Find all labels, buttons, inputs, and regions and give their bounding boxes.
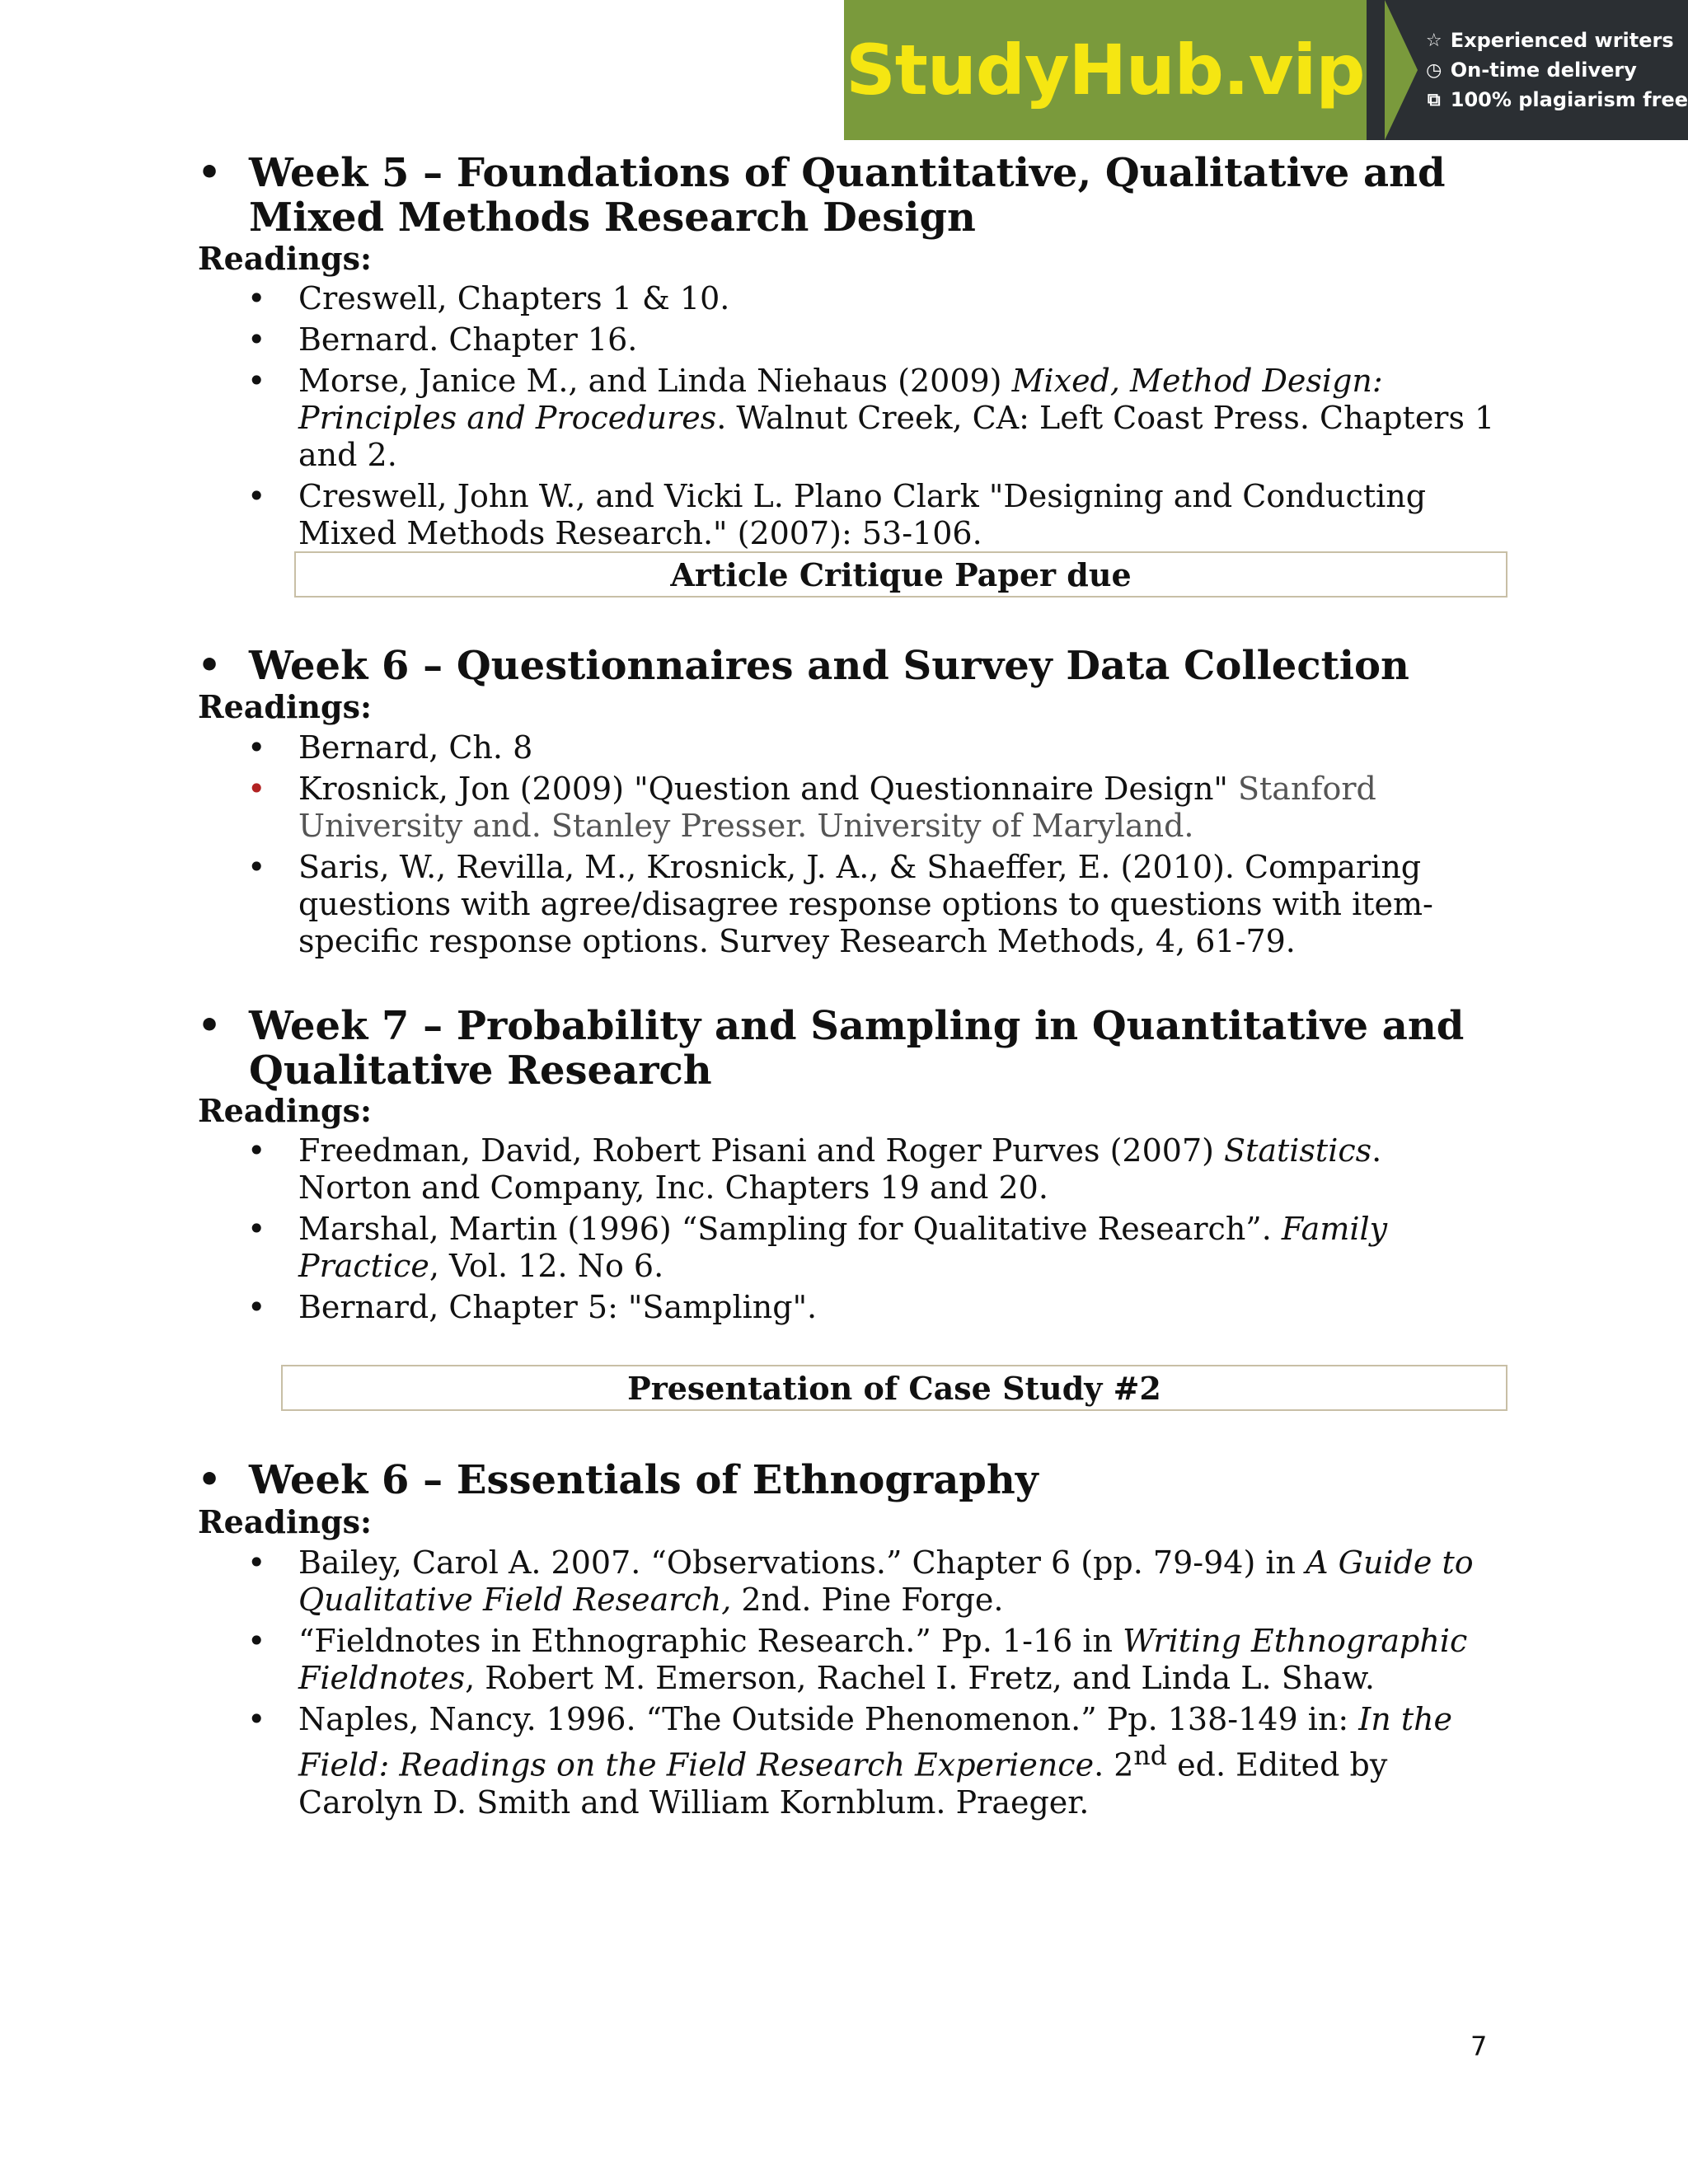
heading-bullet: • (198, 1459, 222, 1501)
reading-title-italic: Mixed, Method Design: Principles and Procedures (298, 363, 1383, 436)
notice-text: Article Critique Paper due (670, 555, 1132, 593)
week-heading (198, 1458, 1535, 1502)
reading-text: . Walnut Creek, CA: Left Coast Press. Chapters 1 and 2. (298, 400, 1495, 473)
list-bullet: • (247, 1623, 266, 1659)
readings-label: Readings: (198, 1092, 373, 1129)
reading-text: 2nd. Pine Forge. (731, 1582, 1004, 1618)
list-bullet: • (247, 478, 266, 514)
reading-affiliation: Stanford University and. Stanley Presser. University of Maryland. (298, 771, 1376, 844)
reading-title-italic: Writing Ethnographic Fieldnotes (298, 1623, 1468, 1696)
reading-text: Saris, W., Revilla, M., Krosnick, J. A., & Shaeffer, E. (2010). Comparing questions with agree/disagree response options to questions with item-specific response options. Survey Research Methods, 4, 61-79. (298, 849, 1433, 959)
reading-list (247, 1544, 1500, 1825)
copy-icon: ⧉ (1427, 89, 1441, 110)
feature-label: 100% plagiarism free (1450, 88, 1688, 111)
list-bullet: • (247, 280, 266, 316)
reading-text: Bernard, Ch. 8 (298, 729, 533, 766)
reading-text: . Norton and Company, Inc. Chapters 19 and 20. (298, 1132, 1382, 1206)
assignment-notice-box (281, 1365, 1507, 1411)
feature-label: Experienced writers (1450, 29, 1674, 52)
reading-text: , Robert M. Emerson, Rachel I. Fretz, and Linda L. Shaw. (465, 1660, 1375, 1696)
list-bullet: • (247, 363, 266, 399)
assignment-notice-box (294, 551, 1507, 598)
week-title: Week 5 – Foundations of Quantitative, Qualitative and Mixed Methods Research Design (249, 150, 1446, 241)
banner-arrow-shape (1385, 0, 1418, 140)
reading-text: Freedman, David, Robert Pisani and Roger Purves (2007) (298, 1132, 1225, 1169)
reading-item (247, 1132, 1500, 1207)
list-bullet: • (247, 1701, 266, 1737)
week-title: Week 7 – Probability and Sampling in Quantitative and Qualitative Research (249, 1003, 1465, 1094)
heading-bullet: • (198, 644, 222, 687)
readings-label: Readings: (198, 688, 373, 725)
reading-item (247, 729, 1500, 766)
reading-text: Creswell, Chapters 1 & 10. (298, 280, 730, 316)
reading-item (247, 321, 1500, 359)
reading-text: . 2 (1094, 1746, 1134, 1783)
reading-title-italic: In the Field: Readings on the Field Research Experience (298, 1701, 1453, 1783)
list-bullet: • (247, 1544, 266, 1581)
reading-text: ed. Edited by Carolyn D. Smith and William Kornblum. Praeger. (298, 1746, 1388, 1821)
list-bullet: • (247, 1289, 266, 1325)
list-bullet: • (247, 771, 266, 807)
list-bullet: • (247, 729, 266, 766)
reading-title-italic: Statistics (1224, 1132, 1372, 1169)
reading-text: Bernard. Chapter 16. (298, 321, 638, 358)
banner-logo-text: StudyHub.vip (846, 30, 1365, 110)
banner-feature-delivery (1424, 59, 1688, 82)
reading-text: Naples, Nancy. 1996. “The Outside Phenomenon.” Pp. 138-149 in: (298, 1701, 1359, 1737)
reading-text: Creswell, John W., and Vicki L. Plano Clark "Designing and Conducting Mixed Methods Research." (2007): 53-106. (298, 478, 1427, 551)
banner-feature-writers (1424, 29, 1688, 52)
heading-bullet: • (198, 1005, 222, 1047)
reading-list (247, 1132, 1500, 1330)
reading-text: , Vol. 12. No 6. (429, 1248, 664, 1284)
reading-text: Marshal, Martin (1996) “Sampling for Qualitative Research”. (298, 1211, 1282, 1247)
reading-item (247, 1544, 1500, 1619)
list-bullet: • (247, 321, 266, 358)
reading-item (247, 1211, 1500, 1285)
reading-list (247, 729, 1500, 964)
reading-title-italic: Family Practice (298, 1211, 1388, 1284)
list-bullet: • (247, 1211, 266, 1247)
reading-text: Bernard, Chapter 5: "Sampling". (298, 1289, 818, 1325)
week-title: Week 6 – Questionnaires and Survey Data Collection (249, 643, 1409, 689)
reading-list (247, 280, 1500, 556)
reading-item (247, 478, 1500, 552)
reading-item (247, 771, 1500, 845)
reading-text: “Fieldnotes in Ethnographic Research.” Pp. 1-16 in (298, 1623, 1123, 1659)
reading-item (247, 1623, 1500, 1697)
star-icon: ☆ (1425, 30, 1442, 51)
list-bullet: • (247, 1132, 266, 1169)
reading-item (247, 1289, 1500, 1326)
reading-text: Krosnick, Jon (2009) "Question and Questionnaire Design" (298, 771, 1238, 807)
reading-text: Morse, Janice M., and Linda Niehaus (2009) (298, 363, 1012, 399)
readings-label: Readings: (198, 1503, 373, 1540)
reading-text: Bailey, Carol A. 2007. “Observations.” Chapter 6 (pp. 79-94) in (298, 1544, 1306, 1581)
reading-title-italic: A Guide to Qualitative Field Research, (298, 1544, 1474, 1618)
notice-text: Presentation of Case Study #2 (627, 1369, 1161, 1407)
reading-item (247, 280, 1500, 317)
banner-logo[interactable] (844, 0, 1367, 140)
page-number: 7 (1470, 2031, 1488, 2062)
readings-label: Readings: (198, 240, 373, 277)
week-heading (198, 644, 1535, 688)
week-heading (198, 151, 1535, 240)
reading-item (247, 849, 1500, 960)
reading-item (247, 1701, 1500, 1821)
ordinal-superscript: nd (1133, 1741, 1168, 1771)
heading-bullet: • (198, 152, 222, 194)
reading-item (247, 363, 1500, 474)
banner-feature-plagiarism (1424, 88, 1688, 111)
list-bullet: • (247, 849, 266, 885)
studyhub-banner[interactable] (844, 0, 1688, 140)
week-title: Week 6 – Essentials of Ethnography (249, 1457, 1039, 1503)
feature-label: On-time delivery (1450, 59, 1637, 82)
clock-icon: ◷ (1426, 59, 1442, 81)
week-heading (198, 1004, 1535, 1093)
